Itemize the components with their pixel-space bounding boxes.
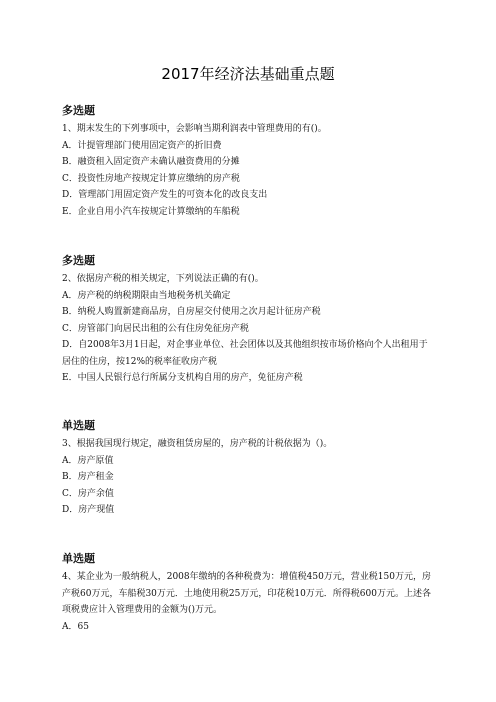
option-d: D．自2008年3月1日起，对企事业单位、社会团体以及其他组织按市场价格向个人出租用于居住的住房，按12%的税率征收房产税 xyxy=(62,340,428,367)
question-block xyxy=(62,419,436,519)
question-type-label: 单选题 xyxy=(62,419,95,432)
option-b: B．房产租金 xyxy=(62,472,114,482)
option-b: B．融资租入固定资产未确认融资费用的分摊 xyxy=(62,157,240,167)
question-type-label: 单选题 xyxy=(62,552,95,565)
option-d: D．管理部门用固定资产发生的可资本化的改良支出 xyxy=(62,190,268,200)
option-a: A．房产税的纳税期限由当地税务机关确定 xyxy=(62,290,231,301)
option-d: D．房产现值 xyxy=(62,505,115,515)
option-e: E．企业自用小汽车按规定计算缴纳的车船税 xyxy=(62,206,240,217)
option-b: B．纳税人购置新建商品房，自房屋交付使用之次月起计征房产税 xyxy=(62,307,321,317)
option-c: C．房产余值 xyxy=(62,488,114,499)
option-e: E．中国人民银行总行所属分支机构自用的房产，免征房产税 xyxy=(62,373,303,383)
option-a: A．房产原值 xyxy=(62,455,114,466)
question-stem: 1、期末发生的下列事项中，会影响当期利润表中管理费用的有()。 xyxy=(62,124,327,134)
option-a: A．计提管理部门使用固定资产的折旧费 xyxy=(62,140,222,151)
question-stem: 2、依据房产税的相关规定，下列说法正确的有()。 xyxy=(62,274,264,284)
question-type-label: 多选题 xyxy=(62,254,95,267)
question-stem: 4、某企业为一般纳税人，2008年缴纳的各种税费为：增值税450万元，营业税150万元，房产税60万元，车船税30万元．土地使用税25万元，印花税10万元．所得税600万元。上述各项税费应计入管理费用的金额为()万元。 xyxy=(62,572,431,615)
page-title: 2017年经济法基础重点题 xyxy=(161,65,335,83)
option-c: C．房管部门向居民出租的公有住房免征房产税 xyxy=(62,323,249,334)
option-a: A．65 xyxy=(62,621,89,632)
question-block xyxy=(62,104,436,220)
question-block xyxy=(62,254,436,387)
question-stem: 3、根据我国现行规定，融资租赁房屋的，房产税的计税依据为（)。 xyxy=(62,439,333,449)
question-type-label: 多选题 xyxy=(62,104,95,117)
option-c: C．投资性房地产按规定计算应缴纳的房产税 xyxy=(62,173,240,184)
question-block xyxy=(62,552,436,635)
